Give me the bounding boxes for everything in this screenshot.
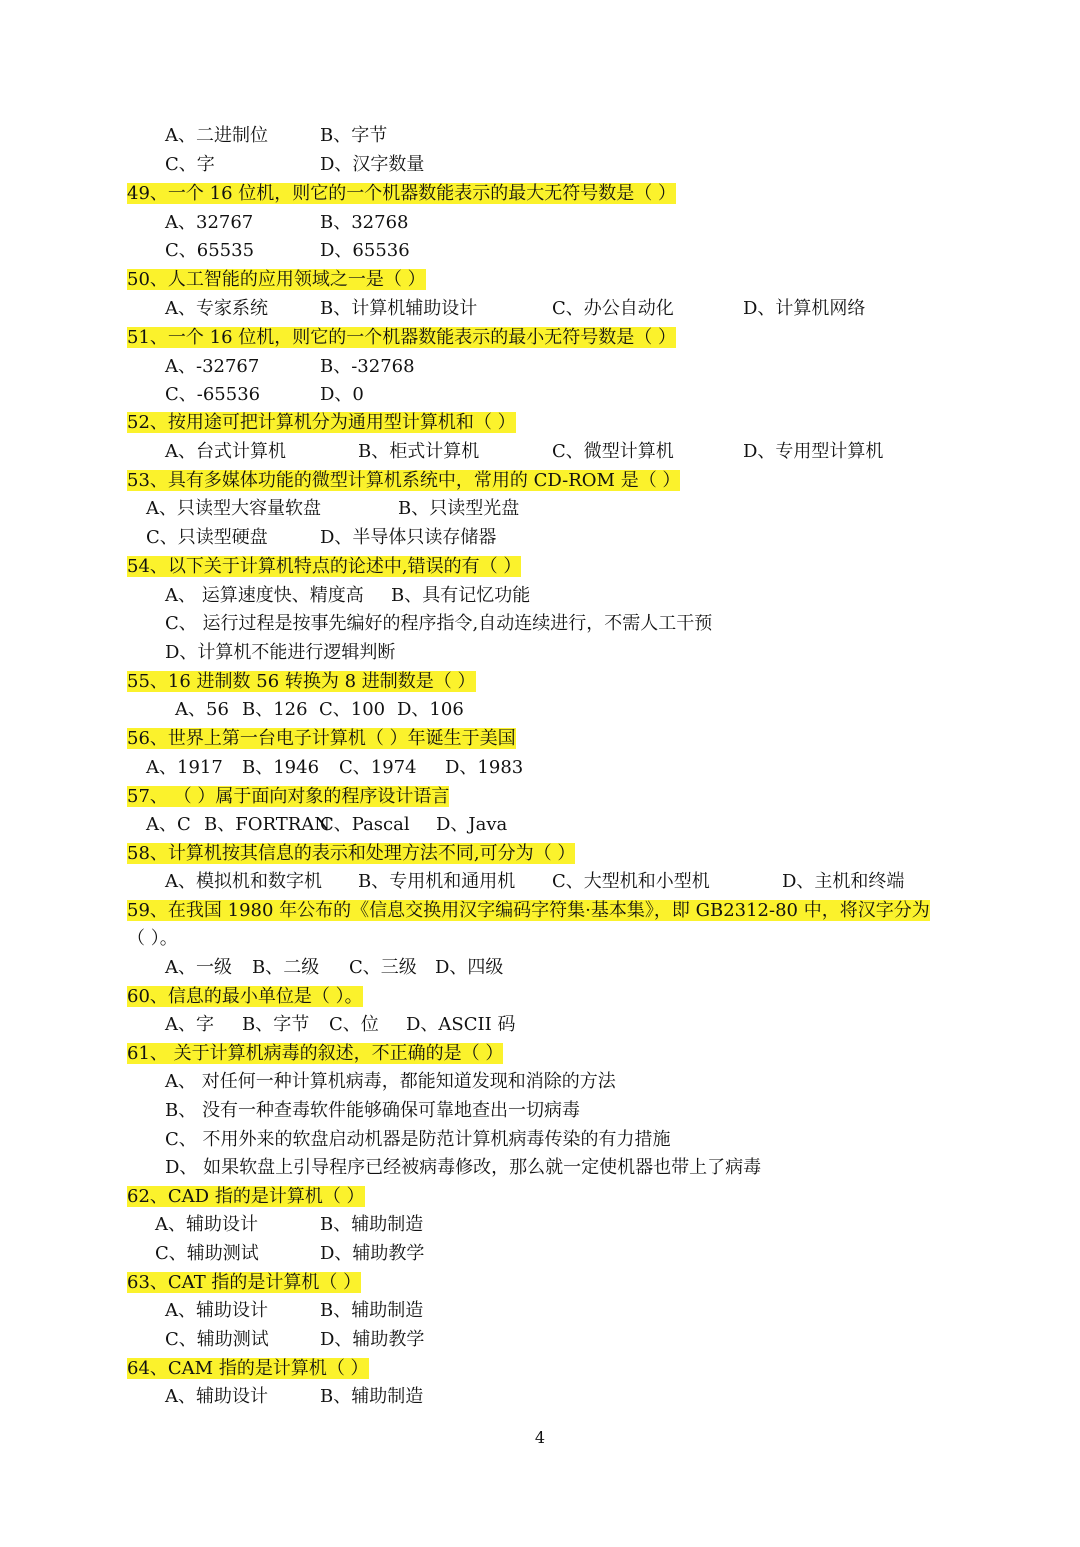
option: A、32767: [165, 212, 254, 233]
option: D、辅助教学: [320, 1329, 425, 1350]
option: C、-65536: [165, 384, 261, 405]
option: A、辅助设计: [155, 1214, 258, 1235]
option: A、专家系统: [165, 298, 268, 319]
question-stem: 61、 关于计算机病毒的叙述，不正确的是（ ）: [127, 1043, 504, 1064]
option: C、字: [165, 154, 215, 175]
question-stem: 49、一个 16 位机，则它的一个机器数能表示的最大无符号数是（ ）: [127, 183, 676, 204]
option: D、 如果软盘上引导程序已经被病毒修改，那么就一定使机器也带上了病毒: [165, 1157, 762, 1178]
option: D、ASCII 码: [406, 1014, 516, 1035]
option: C、只读型硬盘: [146, 527, 268, 548]
option: D、1983: [445, 757, 524, 778]
option: A、辅助设计: [165, 1300, 268, 1321]
option: C、大型机和小型机: [552, 871, 710, 892]
option: B、柜式计算机: [358, 441, 480, 462]
option: B、1946: [242, 757, 320, 778]
option: D、汉字数量: [320, 154, 425, 175]
option: B、辅助制造: [320, 1300, 424, 1321]
option: B、字节: [320, 125, 388, 146]
option: B、 没有一种查毒软件能够确保可靠地查出一切病毒: [165, 1100, 580, 1121]
page-number: 4: [534, 1428, 546, 1447]
question-stem: 59、在我国 1980 年公布的《信息交换用汉字编码字符集·基本集》，即 GB2312-80 中，将汉字分为: [127, 900, 930, 921]
option: A、一级: [165, 957, 232, 978]
option: C、 运行过程是按事先编好的程序指令,自动连续进行，不需人工干预: [165, 613, 713, 634]
option: B、FORTRAN: [204, 814, 331, 835]
option: A、台式计算机: [165, 441, 286, 462]
option: B、辅助制造: [320, 1386, 424, 1407]
option: B、32768: [320, 212, 409, 233]
option: C、三级: [349, 957, 417, 978]
option: C、 不用外来的软盘启动机器是防范计算机病毒传染的有力措施: [165, 1129, 671, 1150]
option: D、四级: [435, 957, 504, 978]
question-stem: 56、世界上第一台电子计算机（ ）年诞生于美国: [127, 728, 516, 749]
option: C、位: [329, 1014, 379, 1035]
option: B、字节: [242, 1014, 310, 1035]
option: A、56: [175, 699, 229, 720]
option: D、主机和终端: [782, 871, 905, 892]
option: A、-32767: [165, 356, 260, 377]
option: D、0: [320, 384, 364, 405]
option: C、办公自动化: [552, 298, 674, 319]
question-stem: 58、计算机按其信息的表示和处理方法不同,可分为（ ）: [127, 843, 576, 864]
option: D、专用型计算机: [743, 441, 884, 462]
option: C、辅助测试: [165, 1329, 269, 1350]
option: D、Java: [436, 814, 508, 835]
option: A、字: [165, 1014, 214, 1035]
question-stem: 55、16 进制数 56 转换为 8 进制数是（ ）: [127, 671, 476, 692]
option: A、二进制位: [165, 125, 268, 146]
option: A、 对任何一种计算机病毒，都能知道发现和消除的方法: [165, 1071, 616, 1092]
option: D、辅助教学: [320, 1243, 425, 1264]
option: A、只读型大容量软盘: [146, 498, 321, 519]
option: B、只读型光盘: [398, 498, 520, 519]
option: B、具有记忆功能: [391, 585, 531, 606]
option: A、辅助设计: [165, 1386, 268, 1407]
question-stem: 52、按用途可把计算机分为通用型计算机和（ ）: [127, 412, 516, 433]
question-stem-continued: （ ）。: [127, 928, 178, 949]
question-stem: 50、人工智能的应用领域之一是（ ）: [127, 269, 426, 290]
option: B、专用机和通用机: [358, 871, 516, 892]
option: A、C: [146, 814, 191, 835]
question-stem: 54、以下关于计算机特点的论述中,错误的有（ ）: [127, 556, 522, 577]
option: D、65536: [320, 240, 410, 261]
question-stem: 51、一个 16 位机，则它的一个机器数能表示的最小无符号数是（ ）: [127, 327, 676, 348]
option: B、-32768: [320, 356, 415, 377]
option: D、计算机网络: [743, 298, 866, 319]
option: C、100: [319, 699, 386, 720]
option: B、计算机辅助设计: [320, 298, 478, 319]
option: C、辅助测试: [155, 1243, 259, 1264]
option: B、126: [242, 699, 308, 720]
option: A、 运算速度快、精度高: [165, 585, 364, 606]
question-stem: 62、CAD 指的是计算机（ ）: [127, 1186, 365, 1207]
question-stem: 53、具有多媒体功能的微型计算机系统中，常用的 CD-ROM 是（ ）: [127, 470, 681, 491]
option: C、Pascal: [320, 814, 410, 835]
option: D、半导体只读存储器: [320, 527, 497, 548]
question-stem: 63、CAT 指的是计算机（ ）: [127, 1272, 362, 1293]
question-stem: 64、CAM 指的是计算机（ ）: [127, 1358, 369, 1379]
question-stem: 60、信息的最小单位是（ ）。: [127, 986, 363, 1007]
option: C、1974: [339, 757, 417, 778]
question-stem: 57、 （ ）属于面向对象的程序设计语言: [127, 786, 450, 807]
option: A、1917: [146, 757, 223, 778]
option: C、微型计算机: [552, 441, 674, 462]
option: C、65535: [165, 240, 255, 261]
option: A、模拟机和数字机: [165, 871, 322, 892]
option: B、二级: [252, 957, 320, 978]
option: D、106: [397, 699, 464, 720]
option: B、辅助制造: [320, 1214, 424, 1235]
option: D、计算机不能进行逻辑判断: [165, 642, 396, 663]
